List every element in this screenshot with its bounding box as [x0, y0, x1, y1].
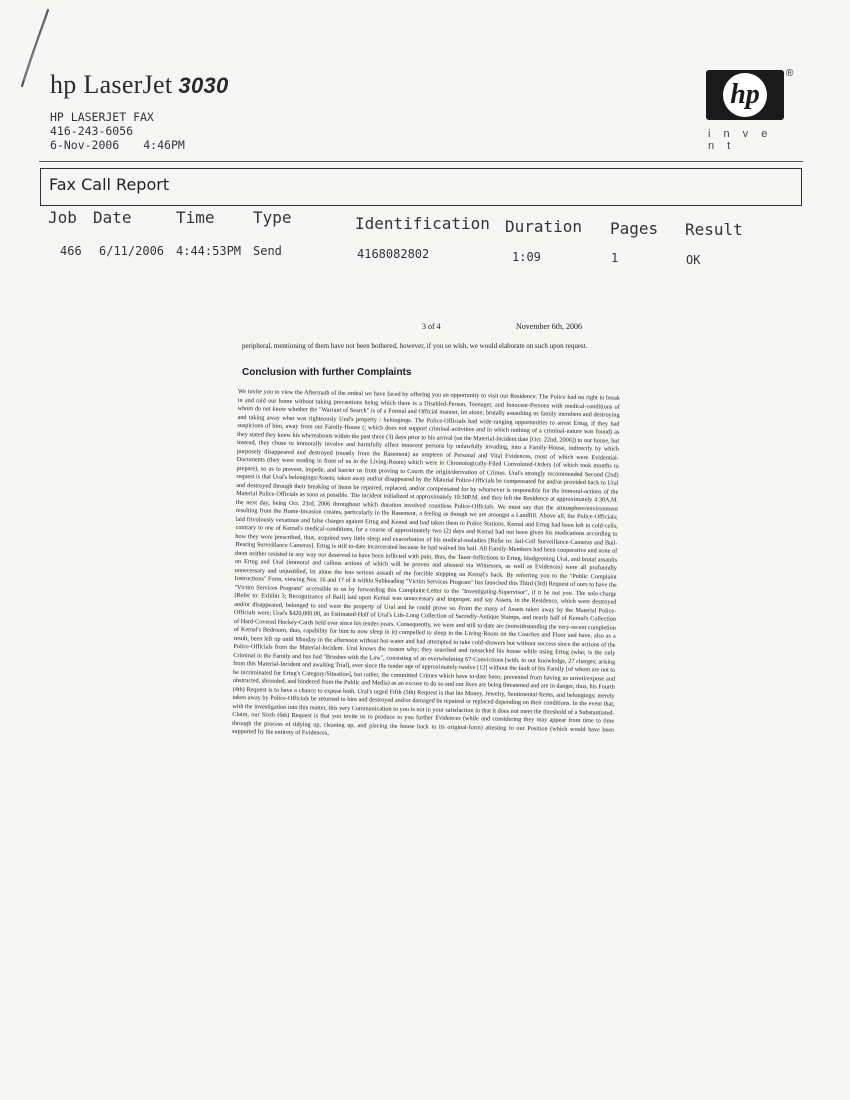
row-job: 466 — [60, 244, 82, 258]
column-header-time: Time — [176, 208, 215, 227]
printer-header — [50, 70, 229, 100]
body-paragraph: We invite you to view the Aftermath of the ordeal we have faced by offering you an opportunity to visit our Residence. The Police had no right to break in and raid our home without taking precautions being which there is a Disabled-Person, Teenager, and Innocent-Persons with medical-conditions of whom do not know whether the "Warrant of Search" is of a Formal and Official manner, let alone; brutally assaulting us family members and destroying and taking away what was righteously Ural's property / belongings. The Police-Officials had wide-ranging opportunities to arrest Ertug, if they had suspicions of him, away from our Family-House (; which does not support criminal-activities and in which nothing of a criminal-nature was found) as they stated they knew his whereabouts within the past three (3) days prior to his arrival (on the Material-Incident date [Oct. 22nd, 2006]) to our house, but instead, they chose to immorally involve and harmfully effect innocent persons by unlawfully invading, into a Family-House, indirectly by which purposely disappeared and destroyed (mostly from the Basement) an umpteen of Personal and Vital Evidences, most of which were Evidential-Documents (they were reading in front of us in the Living-Room) which were in Chronologically-Filed Convoluted-Orders (of which took months to prepare), so as to prevent, impede, and barrier us from proving to Courts the origin/derivation of Crimes. Ural's strongly recommended Second (2nd) request is that Ural's belongings/Assets; taken away and/or disappeared by the Material Police-Officials be compensated for and/or provided back to Ural and destroyed through their breaking of items be repaired, replaced, and/or compensated for by whomever is responsible for the immoral-actions of the Material Police-Officials as soon as possible. The incident initialized at approximately 10:30P.M. and they left the Residence at approximately 4:30A.M. the next day, being Oct. 23rd, 2006 throughout which duration involved countless Police-Officials. We must say that the atmosphere/environment resulting from the Home-Invasion creates, particularly in the Basement, a feeling as though we are amongst a Landfill. Above all, the Police-Officials; laid frivolously vexatious and false charges against Ertug and Kemal and had taken them to Police Stations. Kemal and Ertug had been left in cold-cells, contrary to one of Kemal's medical-conditions, for a course of approximately two (2) days and Kemal had not been given his medications according to how they were prescribed, thus, acquired very little sleep and exacerbation of his medical-maladies [Refer to: Jail-Cell Surveillance-Cameras and Bail-Hearing Surveillance Cameras]. Ertug is still to-date incarcerated because he had waived his bail. All Family-Members had been cooperative and none of them neither resisted in any way nor deserved to have been inflicted with pain, thus, the Tazer-Inflictions to Ertug, bludgeoning Ural, and brutal assaults on Ertug and Ural (immoral and callous actions of which will be proven and attested via Witnesses, as well as Evidences) were all profoundly unnecessary and unjustified, let alone the less serious assault of the forcible stepping on Kemal's back. By referring you to the "Public Complaint Instructions" Form, viewing Nos. 16 and 17 of it within Subheading "Victim Services Program" has launched this Third (3rd) Request of ours to have the "Victim Services Program" accessible to us by forwarding this Complaint-Letter to the "Investigating-Supervisor", if it be not you. The solo-charge [Refer to: Exhibit 3; Recognizance of Bail] laid upon Kemal was unnecessary and improper, and say Assets, in the Residence, which were destroyed and/or disappeared, belonged to and were the property of Ural and he could prove so. From the many of Assets taken away by the Material Police-Officials were; Ural's $420,000.00, an Estimated-Half of Ural's Life-Long Collection of Sacredly-Antique Stamps, and nearly half of Kemal's Collection of Hard-Covered Hockey-Cards held ever since his tender-years. Consequently, we were and still to-date are (notwithstanding the very-recent completion of Kemal's Bedroom, thus, capability for him to now sleep in it) compelled to sleep in the Living-Room on the Couches and Floor and have, also as a result, been left up until Monday in the afternoon without hot-water and had attempted to take cold-showers but without success since the actions of the Police-Officials from the Material-Incident. Ural knows the reason why; they searched and ransacked his house while using Ertug (who; is the only Criminal in the Family and has had "Brushes with the Law", consisting of an overwhelming 67-Convictions [with, to our knowledge, 27 charges; arising from this Material-Incident and awaiting Trial], ever since the tender age of approximately twelve [12] without the fault of his Family [of whom are not to be incriminated for Ertug's Category/Situation], but rather, the committed Crimes which have to-date been; prevented from having us unveil/expose and obstructed, shrouded, and hindered from the Public and Media) as an excuse to do so and our lives are being threatened and are in danger, thus, his Fourth (4th) Request is to have a chance to expose both. Ural's urged Fifth (5th) Request is that his Money, Jewelry, Sentimental-Items, and belongings; merely taken away by Police-Officials be returned to him and destroyed and/or damaged be repaired or replaced depending on their conditions. In the event that, with the investigation into this matter, this very Communication to you is not in your satisfaction in that it does not meet the threshold of a Substantiated-Claim, our Sixth (6th) Request is that you invite us to produce to you further Evidences (while and considering they may appear from time to time through the process of tidying up, cleaning up, and placing the house back to its original-form) attesting to our Position (which would have been supported by the entirety of Evidences, — [231, 388, 620, 737]
column-header-pages: Pages — [610, 219, 659, 238]
fax-time: 4:46PM — [143, 138, 185, 152]
column-header-identification: Identification — [355, 214, 490, 233]
section-heading: Conclusion with further Complaints — [242, 367, 412, 378]
fax-name: HP LASERJET FAX — [50, 110, 154, 124]
hp-logo-icon: hp ® — [706, 70, 784, 120]
row-date: 6/11/2006 — [99, 244, 165, 258]
divider-rule — [39, 161, 803, 162]
column-header-duration: Duration — [505, 217, 583, 236]
printer-model-title — [50, 70, 229, 100]
row-duration: 1:09 — [512, 250, 541, 264]
logo-tagline: i n v e n t — [708, 128, 773, 152]
column-header-type: Type — [253, 208, 292, 227]
pen-stroke-mark — [14, 8, 54, 90]
fax-datetime — [50, 138, 185, 152]
column-header-job: Job — [48, 208, 77, 227]
page-number: 3 of 4 — [422, 322, 441, 331]
column-header-date: Date — [93, 208, 132, 227]
intro-paragraph: peripheral, mentioning of them have not been bothered, however, if you so wish, we would elaborate on such upon request. — [242, 342, 588, 350]
model-number: 3030 — [178, 73, 229, 98]
fax-date: 6-Nov-2006 — [50, 138, 120, 152]
report-title: Fax Call Report — [49, 175, 170, 194]
document-date: November 6th, 2006 — [516, 322, 582, 331]
row-type: Send — [253, 244, 282, 258]
row-time: 4:44:53PM — [176, 244, 242, 258]
row-result: OK — [686, 253, 701, 267]
row-pages: 1 — [611, 251, 619, 265]
fax-meta-block — [50, 110, 185, 152]
report-title-box — [40, 168, 802, 206]
hp-logo — [706, 68, 794, 152]
column-header-result: Result — [685, 220, 743, 239]
brand-name: hp LaserJet — [50, 70, 173, 99]
fax-number: 416-243-6056 — [50, 124, 134, 138]
row-identification: 4168082802 — [357, 247, 430, 261]
